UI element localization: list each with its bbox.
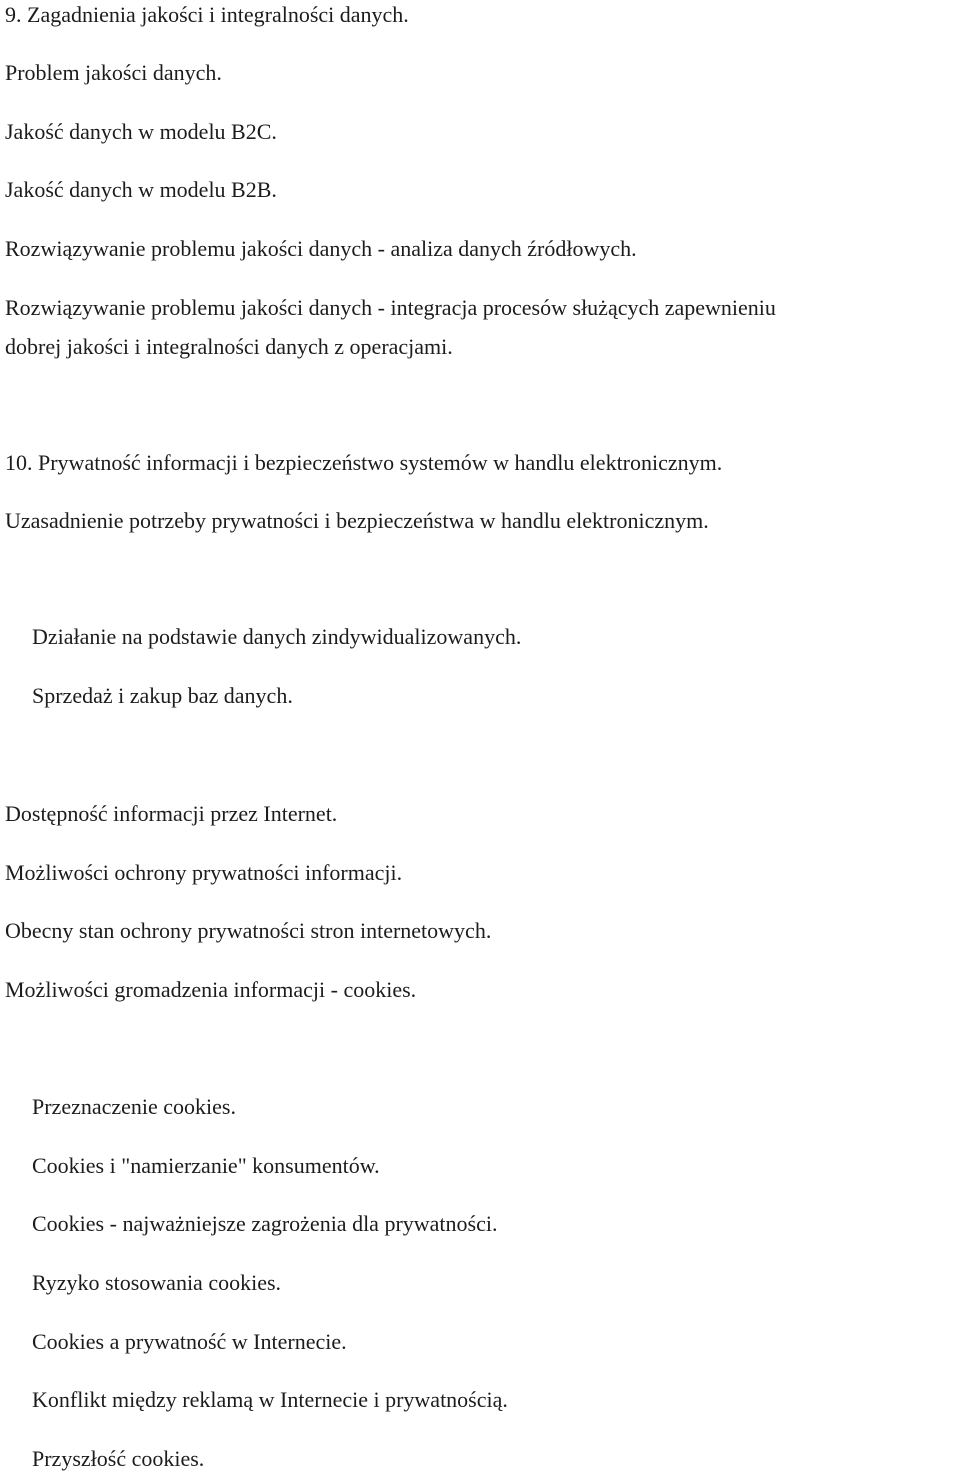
- list-item: Dostępność informacji przez Internet.: [5, 801, 338, 826]
- list-item: Problem jakości danych.: [5, 60, 222, 85]
- list-item: Sprzedaż i zakup baz danych.: [32, 683, 293, 708]
- list-item: Przeznaczenie cookies.: [32, 1094, 236, 1119]
- section-9-heading: 9. Zagadnienia jakości i integralności danych.: [5, 2, 409, 27]
- section-10-intro: Uzasadnienie potrzeby prywatności i bezpieczeństwa w handlu elektronicznym.: [5, 508, 709, 533]
- list-item: Jakość danych w modelu B2B.: [5, 177, 277, 202]
- list-item: Ryzyko stosowania cookies.: [32, 1270, 282, 1295]
- list-item: Przyszłość cookies.: [32, 1446, 205, 1471]
- list-item: Działanie na podstawie danych zindywidualizowanych.: [32, 624, 522, 649]
- section-10-heading: 10. Prywatność informacji i bezpieczeństwo systemów w handlu elektronicznym.: [5, 450, 723, 475]
- list-item: Obecny stan ochrony prywatności stron internetowych.: [5, 918, 492, 943]
- list-item: Jakość danych w modelu B2C.: [5, 119, 277, 144]
- list-item: Cookies i "namierzanie" konsumentów.: [32, 1153, 380, 1178]
- list-item-line1: Rozwiązywanie problemu jakości danych - integracja procesów służących zapewnieniu: [5, 295, 776, 320]
- list-item-line2: dobrej jakości i integralności danych z operacjami.: [5, 334, 453, 359]
- list-item: Cookies a prywatność w Internecie.: [32, 1329, 347, 1354]
- list-item: Cookies - najważniejsze zagrożenia dla prywatności.: [32, 1211, 498, 1236]
- list-item: Możliwości gromadzenia informacji - cookies.: [5, 977, 417, 1002]
- list-item: Możliwości ochrony prywatności informacji.: [5, 860, 403, 885]
- list-item: Konflikt między reklamą w Internecie i prywatnością.: [32, 1387, 508, 1412]
- list-item: Rozwiązywanie problemu jakości danych - analiza danych źródłowych.: [5, 236, 637, 261]
